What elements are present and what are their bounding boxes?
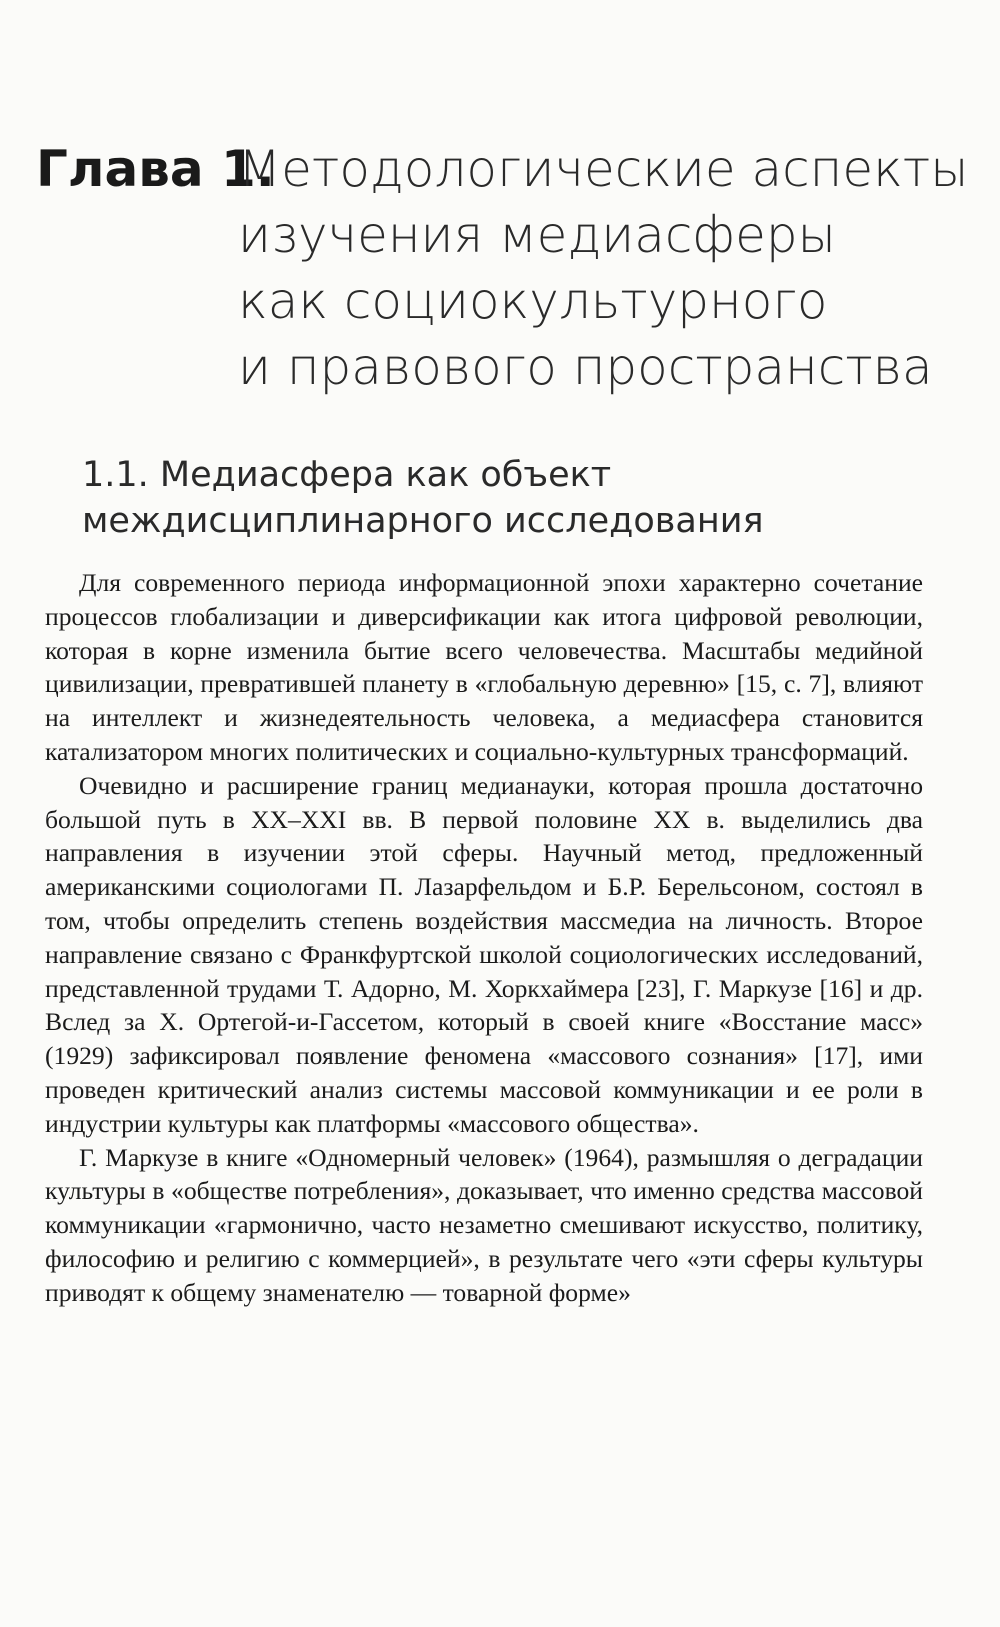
- section-heading: [82, 452, 902, 544]
- section-title-line: междисциплинарного исследования: [82, 501, 764, 541]
- chapter-title-line: и правового пространства: [238, 338, 933, 396]
- paragraph: Г. Маркузе в книге «Одномерный человек» (1964), размышляя о деградации культуры в «обществе потребления», доказывает, что именно средства массовой коммуникации «гармонично, часто незаметно смешивают искусство, политику, философию и религию с коммерцией», в результате чего «эти сферы культуры приводят к общему знаменателю — товарной форме»: [45, 1142, 923, 1307]
- body-text: [45, 566, 923, 1310]
- chapter-title-line: как социокультурного: [238, 272, 828, 330]
- paragraph: Для современного периода информационной эпохи характерно сочетание процессов глобализации и диверсификации как итога цифровой революции, которая в корне изменила бытие всего человечества. Масштабы медийной цивилизации, превратившей планету в «глобальную деревню» [15, с. 7], влияют на интеллект и жизнедеятельность человека, а медиасфера становится катализатором многих политических и социально-культурных трансформаций.: [45, 568, 923, 766]
- paragraph: Очевидно и расширение границ медианауки, которая прошла достаточно большой путь в XX–XXI вв. В первой половине XX в. выделились два направления в изучении этой сферы. Научный метод, предложенный американскими социологами П. Лазарфельдом и Б.Р. Берельсоном, состоял в том, чтобы определить степень воздействия массмедиа на личность. Второе направление связано с Франкфуртской школой социологических исследований, представленной трудами Т. Адорно, М. Хоркхаймера [23], Г. Маркузе [16] и др. Вслед за Х. Ортегой-и-Гассетом, который в своей книге «Восстание масс» (1929) зафиксировал появление феномена «массового сознания» [17], ими проведен критический анализ системы массовой коммуникации и ее роли в индустрии культуры как платформы «массового общества».: [45, 770, 923, 1138]
- chapter-label: Глава 1.: [36, 140, 275, 198]
- chapter-title: [238, 136, 969, 400]
- chapter-title-line: изучения медиасферы: [238, 206, 836, 264]
- section-title-line: 1.1. Медиасфера как объект: [82, 455, 612, 495]
- chapter-title-line: Методологические аспекты: [238, 140, 969, 198]
